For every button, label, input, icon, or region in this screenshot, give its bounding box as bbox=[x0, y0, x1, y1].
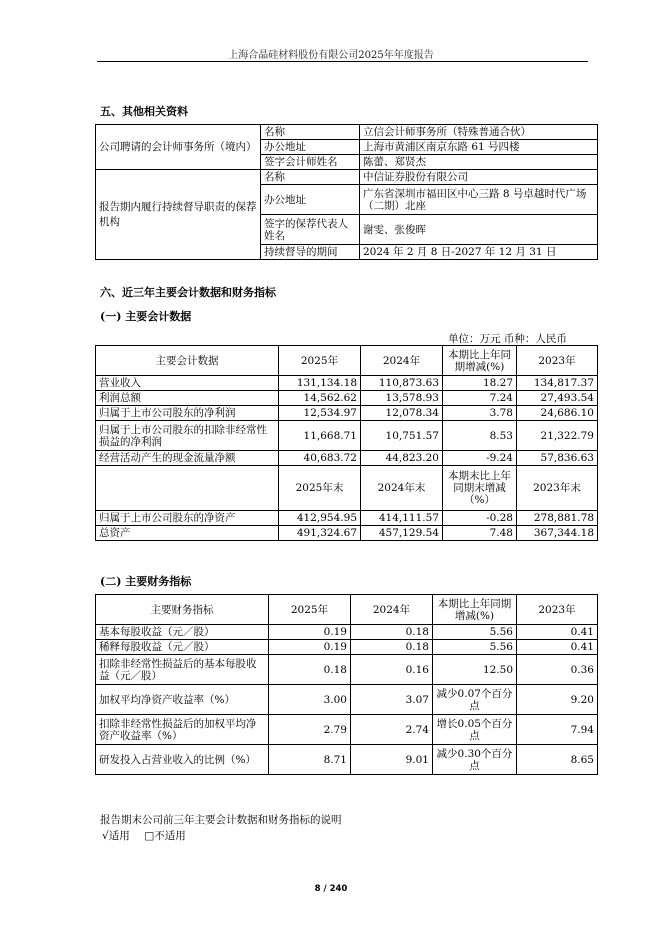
table-row bbox=[96, 685, 598, 715]
info-key: 签字的保荐代表人姓名 bbox=[261, 215, 360, 245]
cell-value: 27,493.54 bbox=[517, 391, 598, 406]
cell-value: 9.20 bbox=[517, 685, 598, 715]
column-header: 本期末比上年同期末增减（%） bbox=[443, 466, 517, 511]
cell-value: 减少0.30个百分点 bbox=[433, 745, 517, 775]
row-label: 研发投入占营业收入的比例（%） bbox=[96, 745, 269, 775]
row-label: 经营活动产生的现金流量净额 bbox=[96, 451, 279, 466]
cell-value: 7.48 bbox=[443, 526, 517, 541]
cell-value: 278,881.78 bbox=[517, 511, 598, 526]
cell-value: 367,344.18 bbox=[517, 526, 598, 541]
cell-value: 3.00 bbox=[269, 685, 351, 715]
column-header: 2023年 bbox=[517, 346, 598, 376]
table-row bbox=[96, 655, 598, 685]
info-value: 谢雯、张俊晖 bbox=[360, 215, 598, 245]
column-header: 2025年末 bbox=[279, 466, 361, 511]
section-title-other-info: 五、其他相关资料 bbox=[100, 105, 188, 118]
cell-value: 14,562.62 bbox=[279, 391, 361, 406]
not-applicable-option: □不适用 bbox=[144, 830, 186, 842]
cell-value: 18.27 bbox=[443, 376, 517, 391]
cell-value: -9.24 bbox=[443, 451, 517, 466]
cell-value: 5.56 bbox=[433, 640, 517, 655]
page-header: 上海合晶硅材料股份有限公司2025年年度报告 bbox=[228, 50, 434, 61]
subsection-title-accounting-data: (一) 主要会计数据 bbox=[100, 310, 192, 323]
cell-value: 3.07 bbox=[351, 685, 433, 715]
cell-value: 0.19 bbox=[269, 625, 351, 640]
table-row bbox=[96, 745, 598, 775]
cell-value: 8.53 bbox=[443, 421, 517, 451]
cell-value: 12.50 bbox=[433, 655, 517, 685]
info-key: 办公地址 bbox=[261, 185, 360, 215]
cell-value: 增长0.05个百分点 bbox=[433, 715, 517, 745]
applicability-options bbox=[102, 828, 186, 843]
column-header: 2024年 bbox=[361, 346, 443, 376]
cell-value: 0.18 bbox=[351, 625, 433, 640]
cell-value: 414,111.57 bbox=[361, 511, 443, 526]
row-label: 归属于上市公司股东的扣除非经常性损益的净利润 bbox=[96, 421, 279, 451]
table-row bbox=[96, 526, 598, 541]
row-label: 利润总额 bbox=[96, 391, 279, 406]
cell-value: -0.28 bbox=[443, 511, 517, 526]
row-label: 基本每股收益（元／股） bbox=[96, 625, 269, 640]
column-header: 2023年 bbox=[517, 595, 598, 625]
cell-value: 7.94 bbox=[517, 715, 598, 745]
row-label: 扣除非经常性损益后的加权平均净资产收益率（%） bbox=[96, 715, 269, 745]
section-title-financial-data: 六、近三年主要会计数据和财务指标 bbox=[100, 286, 276, 299]
cell-value: 40,683.72 bbox=[279, 451, 361, 466]
info-value: 中信证券股份有限公司 bbox=[360, 170, 598, 185]
cell-value: 0.16 bbox=[351, 655, 433, 685]
cell-value: 13,578.93 bbox=[361, 391, 443, 406]
info-value: 广东省深圳市福田区中心三路 8 号卓越时代广场（二期）北座 bbox=[360, 185, 598, 215]
explanation-note: 报告期末公司前三年主要会计数据和财务指标的说明 bbox=[100, 814, 342, 826]
cell-value: 0.41 bbox=[517, 640, 598, 655]
info-key: 名称 bbox=[261, 125, 360, 140]
accounting-firm-label: 公司聘请的会计师事务所（境内） bbox=[96, 125, 261, 170]
column-header: 主要财务指标 bbox=[96, 595, 269, 625]
column-header: 本期比上年同期增减(%) bbox=[443, 346, 517, 376]
row-label: 归属于上市公司股东的净资产 bbox=[96, 511, 279, 526]
row-label: 稀释每股收益（元／股） bbox=[96, 640, 269, 655]
cell-value: 0.41 bbox=[517, 625, 598, 640]
cell-value: 2.74 bbox=[351, 715, 433, 745]
cell-value: 491,324.67 bbox=[279, 526, 361, 541]
cell-value: 10,751.57 bbox=[361, 421, 443, 451]
cell-value: 0.18 bbox=[269, 655, 351, 685]
info-value: 上海市黄浦区南京东路 61 号四楼 bbox=[360, 140, 598, 155]
header-divider bbox=[97, 61, 588, 62]
cell-value: 110,873.63 bbox=[361, 376, 443, 391]
info-value: 立信会计师事务所（特殊普通合伙） bbox=[360, 125, 598, 140]
cell-value: 0.36 bbox=[517, 655, 598, 685]
cell-value: 2.79 bbox=[269, 715, 351, 745]
row-label: 营业收入 bbox=[96, 376, 279, 391]
cell-value: 7.24 bbox=[443, 391, 517, 406]
table-row bbox=[96, 406, 598, 421]
table-row bbox=[96, 376, 598, 391]
table-row bbox=[96, 421, 598, 451]
applicable-checked-option: √适用 bbox=[102, 830, 130, 842]
page-number: 8 / 240 bbox=[314, 884, 348, 894]
column-header: 2024年 bbox=[351, 595, 433, 625]
cell-value: 21,322.79 bbox=[517, 421, 598, 451]
info-value: 陈蕾、郑贤杰 bbox=[360, 155, 598, 170]
cell-value: 9.01 bbox=[351, 745, 433, 775]
cell-value: 412,954.95 bbox=[279, 511, 361, 526]
table-row bbox=[96, 511, 598, 526]
row-label: 扣除非经常性损益后的基本每股收益（元／股） bbox=[96, 655, 269, 685]
row-label: 总资产 bbox=[96, 526, 279, 541]
cell-value: 457,129.54 bbox=[361, 526, 443, 541]
column-header: 2023年末 bbox=[517, 466, 598, 511]
column-header: 2025年 bbox=[269, 595, 351, 625]
cell-value: 24,686.10 bbox=[517, 406, 598, 421]
financial-indicators-table bbox=[95, 594, 598, 775]
info-key: 持续督导的期间 bbox=[261, 245, 360, 260]
units-label: 单位：万元 币种：人民币 bbox=[448, 333, 567, 345]
accounting-data-table bbox=[95, 345, 598, 541]
subsection-title-financial-indicators: (二) 主要财务指标 bbox=[100, 575, 192, 588]
table-row bbox=[96, 715, 598, 745]
cell-value: 0.18 bbox=[351, 640, 433, 655]
cell-value: 44,823.20 bbox=[361, 451, 443, 466]
info-value: 2024 年 2 月 8 日-2027 年 12 月 31 日 bbox=[360, 245, 598, 260]
cell-value: 减少0.07个百分点 bbox=[433, 685, 517, 715]
info-key: 办公地址 bbox=[261, 140, 360, 155]
column-header: 本期比上年同期增减(%) bbox=[433, 595, 517, 625]
other-info-table bbox=[95, 124, 598, 260]
cell-value: 11,668.71 bbox=[279, 421, 361, 451]
column-header: 2025年 bbox=[279, 346, 361, 376]
row-label: 加权平均净资产收益率（%） bbox=[96, 685, 269, 715]
info-key: 名称 bbox=[261, 170, 360, 185]
cell-value: 8.71 bbox=[269, 745, 351, 775]
column-header: 主要会计数据 bbox=[96, 346, 279, 376]
cell-value: 0.19 bbox=[269, 640, 351, 655]
table-row bbox=[96, 391, 598, 406]
cell-value: 3.78 bbox=[443, 406, 517, 421]
table-row bbox=[96, 640, 598, 655]
cell-value: 5.56 bbox=[433, 625, 517, 640]
sponsor-label: 报告期内履行持续督导职责的保荐机构 bbox=[96, 170, 261, 260]
cell-value: 12,534.97 bbox=[279, 406, 361, 421]
cell-value: 134,817.37 bbox=[517, 376, 598, 391]
cell-value: 8.65 bbox=[517, 745, 598, 775]
cell-value: 131,134.18 bbox=[279, 376, 361, 391]
info-key: 签字会计师姓名 bbox=[261, 155, 360, 170]
row-label: 归属于上市公司股东的净利润 bbox=[96, 406, 279, 421]
column-header: 2024年末 bbox=[361, 466, 443, 511]
column-header bbox=[96, 466, 279, 511]
table-row bbox=[96, 451, 598, 466]
cell-value: 57,836.63 bbox=[517, 451, 598, 466]
cell-value: 12,078.34 bbox=[361, 406, 443, 421]
table-row bbox=[96, 625, 598, 640]
